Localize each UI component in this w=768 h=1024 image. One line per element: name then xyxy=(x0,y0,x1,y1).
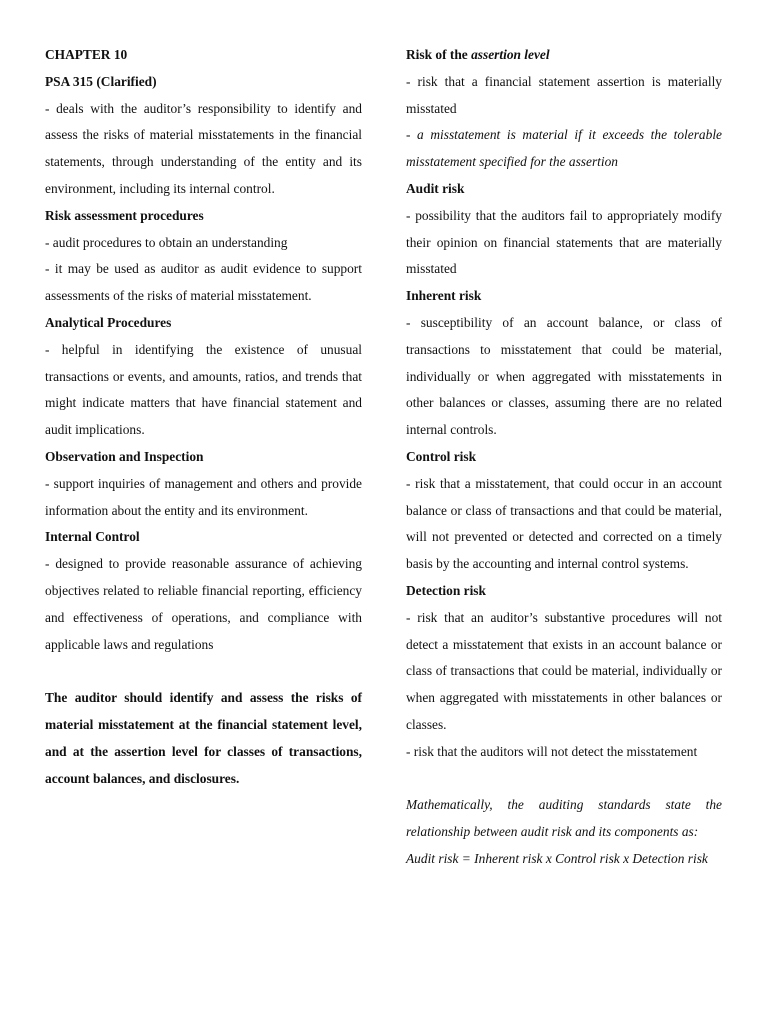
standard-description: - deals with the auditor’s responsibility to identify and assess the risks of material misstatements in the financial statements, through understanding of the entity and its environment, including its internal control. xyxy=(45,100,362,196)
risk-assessment-procedures-heading: Risk assessment procedures xyxy=(45,207,204,223)
inherent-risk-description: - susceptibility of an account balance, or class of transactions to misstatement that could be material, individually or when aggregated with misstatements in other balances or classes, assuming there are no related internal controls. xyxy=(406,314,722,438)
spacer xyxy=(406,766,722,793)
inherent-risk-heading: Inherent risk xyxy=(406,288,482,304)
internal-control-heading: Internal Control xyxy=(45,529,140,545)
audit-risk-description: - possibility that the auditors fail to appropriately modify their opinion on financial statements that are materially misstated xyxy=(406,207,722,277)
detection-risk-description: - risk that the auditors will not detect the misstatement xyxy=(406,743,698,759)
internal-control-description: - designed to provide reasonable assurance of achieving objectives related to reliable financial reporting, efficiency and effectiveness of operations, and compliance with applicable laws and regulations xyxy=(45,556,362,652)
assertion-level-heading-prefix: Risk of the xyxy=(406,47,472,62)
standard-title: PSA 315 (Clarified) xyxy=(45,73,157,89)
assertion-level-heading-italic: assertion level xyxy=(471,47,550,62)
control-risk-heading: Control risk xyxy=(406,448,477,464)
detection-risk-heading: Detection risk xyxy=(406,582,486,598)
spacer xyxy=(45,658,362,685)
analytical-procedures-description: - helpful in identifying the existence of unusual transactions or events, and amounts, ratios, and trends that might indicate matters that have financial statement and audit implications. xyxy=(45,341,362,438)
audit-risk-heading: Audit risk xyxy=(406,180,465,196)
detection-risk-description: - risk that an auditor’s substantive procedures will not detect a misstatement that exists in an account balance or class of transactions that could be material, individually or when aggregated with misstatements in other balances or classes. xyxy=(406,609,722,732)
math-intro: Mathematically, the auditing standards state the relationship between audit risk and its components as: xyxy=(406,797,722,840)
control-risk-description: - risk that a misstatement, that could occur in an account balance or class of transactions and that could be material, will not prevented or detected and corrected on a timely basis by the accounting and internal control systems. xyxy=(406,475,722,572)
analytical-procedures-heading: Analytical Procedures xyxy=(45,314,172,330)
observation-inspection-description: - support inquiries of management and others and provide information about the entity and its environment. xyxy=(45,475,362,518)
risk-assessment-procedures-item: - audit procedures to obtain an understanding xyxy=(45,234,288,250)
right-column xyxy=(406,42,722,873)
assertion-level-description: - risk that a financial statement assertion is materially misstated xyxy=(406,73,722,116)
assertion-level-heading xyxy=(406,42,722,69)
summary-paragraph: The auditor should identify and assess the risks of material misstatement at the financial statement level, and at the assertion level for classes of transactions, account balances, and disclosures. xyxy=(45,690,362,786)
assertion-level-note: - a misstatement is material if it exceeds the tolerable misstatement specified for the assertion xyxy=(406,127,722,170)
risk-assessment-procedures-item: - it may be used as auditor as audit evidence to support assessments of the risks of material misstatement. xyxy=(45,261,362,304)
chapter-title: CHAPTER 10 xyxy=(45,47,128,62)
observation-inspection-heading: Observation and Inspection xyxy=(45,448,204,464)
audit-risk-formula: Audit risk = Inherent risk x Control risk x Detection risk xyxy=(406,850,708,866)
left-column xyxy=(45,42,362,792)
